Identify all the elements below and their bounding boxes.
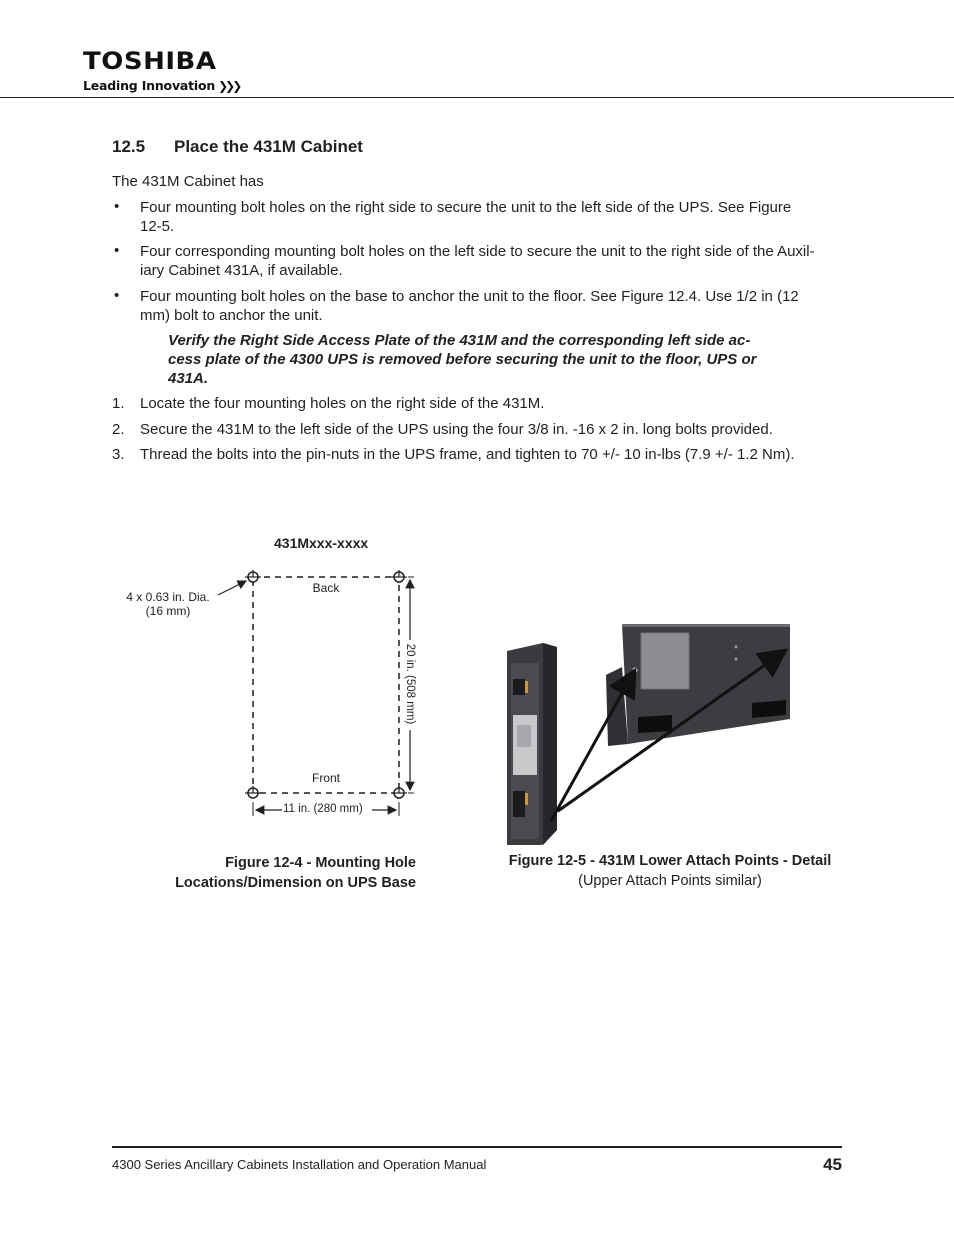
bullet-line: Four corresponding mounting bolt holes on the left side to secure the unit to the right side of the Auxil- (140, 243, 815, 260)
bullet-item (140, 287, 845, 325)
footer-rule (112, 1146, 842, 1148)
note-line: Verify the Right Side Access Plate of the 431M and the corresponding left side ac- (168, 332, 751, 349)
hole-callout-line: (16 mm) (145, 604, 191, 618)
height-dimension-label: 20 in. (508 mm) (404, 643, 416, 725)
bullet-marker: • (114, 242, 120, 259)
hole-callout (112, 590, 224, 618)
back-label: Back (312, 581, 340, 595)
caption-bold: Figure 12-5 - 431M Lower Attach Points - Detail (508, 853, 832, 869)
hole-bottom-right (391, 786, 407, 798)
warning-note (168, 331, 808, 388)
note-line: 431A. (168, 370, 209, 387)
caption-line: Figure 12-4 - Mounting Hole (225, 855, 416, 871)
footer-title: 4300 Series Ancillary Cabinets Installation and Operation Manual (112, 1157, 487, 1172)
step-text: Thread the bolts into the pin-nuts in the UPS frame, and tighten to 70 +/- 10 in-lbs (7.9 +/- 1.2 Nm). (140, 446, 795, 463)
side-access-plate (641, 633, 689, 689)
bullet-marker: • (114, 198, 120, 215)
bullet-item (140, 198, 845, 236)
hole-top-right (391, 570, 407, 582)
caption-sub: (Upper Attach Points similar) (578, 872, 762, 889)
step-text: Secure the 431M to the left side of the UPS using the four 3/8 in. -16 x 2 in. long bolts provided. (140, 421, 773, 438)
section-title: Place the 431M Cabinet (174, 137, 363, 156)
chevron-right-icon: ❯❯❯ (218, 79, 240, 93)
brand-logo: TOSHIBA (83, 48, 217, 76)
bullet-line: Four mounting bolt holes on the base to anchor the unit to the floor. See Figure 12.4. Use 1/2 in (12 (140, 288, 799, 305)
header-rule (0, 97, 954, 98)
hole-callout-line: 4 x 0.63 in. Dia. (126, 590, 210, 604)
bullet-line: Four mounting bolt holes on the right side to secure the unit to the left side of the UPS. See Figure (140, 199, 792, 216)
bullet-line: 12-5. (140, 218, 175, 235)
section-number: 12.5 (112, 137, 146, 156)
front-label: Front (311, 771, 340, 785)
hole-top-left (245, 570, 261, 582)
width-dimension-label: 11 in. (280 mm) (283, 803, 363, 815)
section-heading (112, 137, 363, 157)
hole-bottom-left (245, 786, 261, 798)
cabinet-detail-view (606, 624, 790, 746)
step-number: 2. (112, 421, 125, 438)
bullet-line: iary Cabinet 431A, if available. (140, 262, 343, 279)
tagline-text: Leading Innovation (83, 78, 216, 93)
cabinet-attach-illustration (500, 615, 800, 850)
page-number: 45 (823, 1155, 842, 1174)
bullet-marker: • (114, 287, 120, 304)
cabinet-front-view (507, 643, 557, 845)
step-number: 3. (112, 446, 125, 463)
intro-text: The 431M Cabinet has (112, 173, 264, 190)
arrow-to-detail-left (551, 670, 635, 821)
step-number: 1. (112, 395, 125, 412)
brand-tagline (83, 78, 239, 93)
figure4-caption (112, 854, 416, 893)
caption-line: Locations/Dimension on UPS Base (175, 874, 416, 891)
figure4-title: 431Mxxx-xxxx (274, 535, 369, 551)
step-text: Locate the four mounting holes on the right side of the 431M. (140, 395, 545, 412)
bullet-line: mm) bolt to anchor the unit. (140, 307, 323, 324)
base-outline (253, 577, 399, 793)
figure5-caption (470, 852, 870, 891)
note-line: cess plate of the 4300 UPS is removed before securing the unit to the floor, UPS or (168, 351, 757, 368)
bullet-item (140, 242, 845, 280)
